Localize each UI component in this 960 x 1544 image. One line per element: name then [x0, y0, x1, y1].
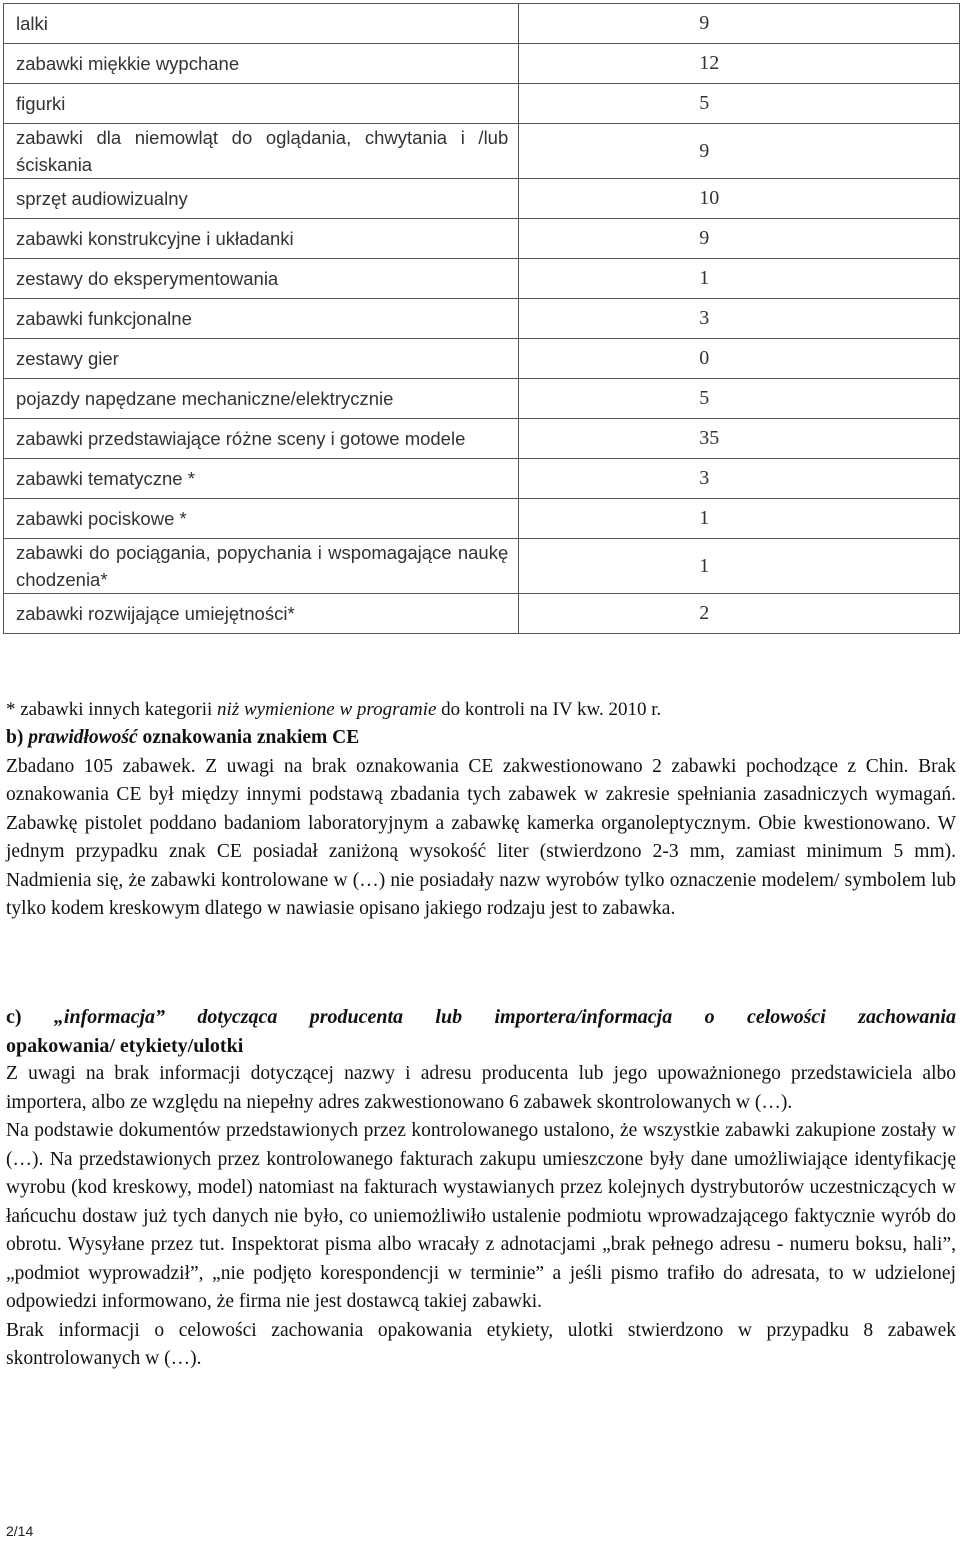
table-row	[4, 84, 960, 124]
category-cell: zestawy do eksperymentowania	[4, 259, 519, 299]
section-c-para2: Na podstawie dokumentów przedstawionych przez kontrolowanego ustalono, że wszystkie zabawki zakupione zostały w (…). Na przedstawionych przez kontrolowanego fakturach zakupu umieszczone były dane umożliwiające identyfikację wyrobu (kod kreskowy, model) natomiast na fakturach wystawianych przez kolejnych dystrybutorów uczestniczących w łańcuchu dostaw już tych danych nie było, co uniemożliwiło ustalenie podmiotu wprowadzającego faktycznie wyrób do obrotu. Wysyłane przez tut. Inspektorat pisma albo wracały z adnotacjami „brak pełnego adresu - numeru boksu, hali”, „podmiot wyprowadził”, „nie podjęto korespondencji w terminie” a jeśli pismo trafiło do adresata, to w udzielonej odpowiedzi informowano, że firma nie jest dostawcą takiej zabawki.	[6, 1120, 956, 1312]
section-c-heading: c) „informacja” dotycząca producenta lub importera/informacja o celowości zachowania	[6, 1006, 956, 1028]
category-cell: figurki	[4, 84, 519, 124]
section-c-para1: Z uwagi na brak informacji dotyczącej nazwy i adresu producenta lub jego upoważnionego przedstawiciela albo importera, albo ze względu na niepełny adres zakwestionowano 6 zabawek skontrolowanych w (…).	[6, 1063, 956, 1113]
footnote-part1: * zabawki innych kategorii	[6, 699, 218, 720]
table-row	[4, 539, 960, 594]
section-b-heading: b) prawidłowość oznakowania znakiem CE	[6, 727, 360, 748]
section-b-body: Zbadano 105 zabawek. Z uwagi na brak oznakowania CE zakwestionowano 2 zabawki pochodzące z Chin. Brak oznakowania CE był między innymi podstawą zbadania tych zabawek w zakresie spełniania zasadniczych wymagań. Zabawkę pistolet poddano badaniom laboratoryjnym a zabawkę kamerka organoleptycznym. Obie kwestionowano. W jednym przypadku znak CE posiadał zaniżoną wysokość liter (stwierdzono 2-3 mm, zamiast minimum 5 mm). Nadmienia się, że zabawki kontrolowane w (…) nie posiadały nazw wyrobów tylko oznaczenie modelem/ symbolem lub tylko kodem kreskowym dlatego w nawiasie opisano jakiego rodzaju jest to zabawka.	[6, 755, 956, 919]
count-cell: 1	[519, 259, 960, 299]
table-row	[4, 299, 960, 339]
table-row	[4, 259, 960, 299]
table-row	[4, 179, 960, 219]
count-cell: 5	[519, 379, 960, 419]
table-row	[4, 419, 960, 459]
table-footnote	[6, 697, 661, 723]
count-cell: 10	[519, 179, 960, 219]
count-cell: 9	[519, 124, 960, 179]
toy-category-table	[3, 3, 960, 634]
table-row	[4, 499, 960, 539]
table-row	[4, 379, 960, 419]
count-cell: 0	[519, 339, 960, 379]
count-cell: 5	[519, 84, 960, 124]
category-cell: zestawy gier	[4, 339, 519, 379]
category-cell: zabawki tematyczne *	[4, 459, 519, 499]
count-cell: 9	[519, 219, 960, 259]
section-c	[6, 1003, 956, 1374]
category-cell: zabawki miękkie wypchane	[4, 44, 519, 84]
footnote-italic: niż wymienione w programie	[217, 699, 437, 720]
category-cell: zabawki konstrukcyjne i układanki	[4, 219, 519, 259]
page-number: 2/14	[6, 1523, 34, 1539]
category-cell: sprzęt audiowizualny	[4, 179, 519, 219]
count-cell: 12	[519, 44, 960, 84]
table-row	[4, 124, 960, 179]
table-row	[4, 459, 960, 499]
count-cell: 35	[519, 419, 960, 459]
section-b	[6, 724, 956, 924]
table-row	[4, 339, 960, 379]
category-cell: lalki	[4, 4, 519, 44]
table-row	[4, 44, 960, 84]
category-cell: pojazdy napędzane mechaniczne/elektrycznie	[4, 379, 519, 419]
count-cell: 3	[519, 459, 960, 499]
table-row	[4, 4, 960, 44]
count-cell: 2	[519, 594, 960, 634]
category-cell: zabawki dla niemowląt do oglądania, chwytania i /lub ściskania	[4, 124, 519, 179]
count-cell: 1	[519, 499, 960, 539]
table-row	[4, 594, 960, 634]
category-cell: zabawki pociskowe *	[4, 499, 519, 539]
category-cell: zabawki przedstawiające różne sceny i gotowe modele	[4, 419, 519, 459]
footnote-part3: do kontroli na IV kw. 2010 r.	[436, 699, 662, 720]
count-cell: 9	[519, 4, 960, 44]
table-row	[4, 219, 960, 259]
count-cell: 1	[519, 539, 960, 594]
category-cell: zabawki do pociągania, popychania i wspomagające naukę chodzenia*	[4, 539, 519, 594]
count-cell: 3	[519, 299, 960, 339]
section-c-para3: Brak informacji o celowości zachowania opakowania etykiety, ulotki stwierdzono w przypadku 8 zabawek skontrolowanych w (…).	[6, 1319, 956, 1369]
category-cell: zabawki rozwijające umiejętności*	[4, 594, 519, 634]
category-cell: zabawki funkcjonalne	[4, 299, 519, 339]
section-c-heading-line2: opakowania/ etykiety/ulotki	[6, 1034, 244, 1057]
